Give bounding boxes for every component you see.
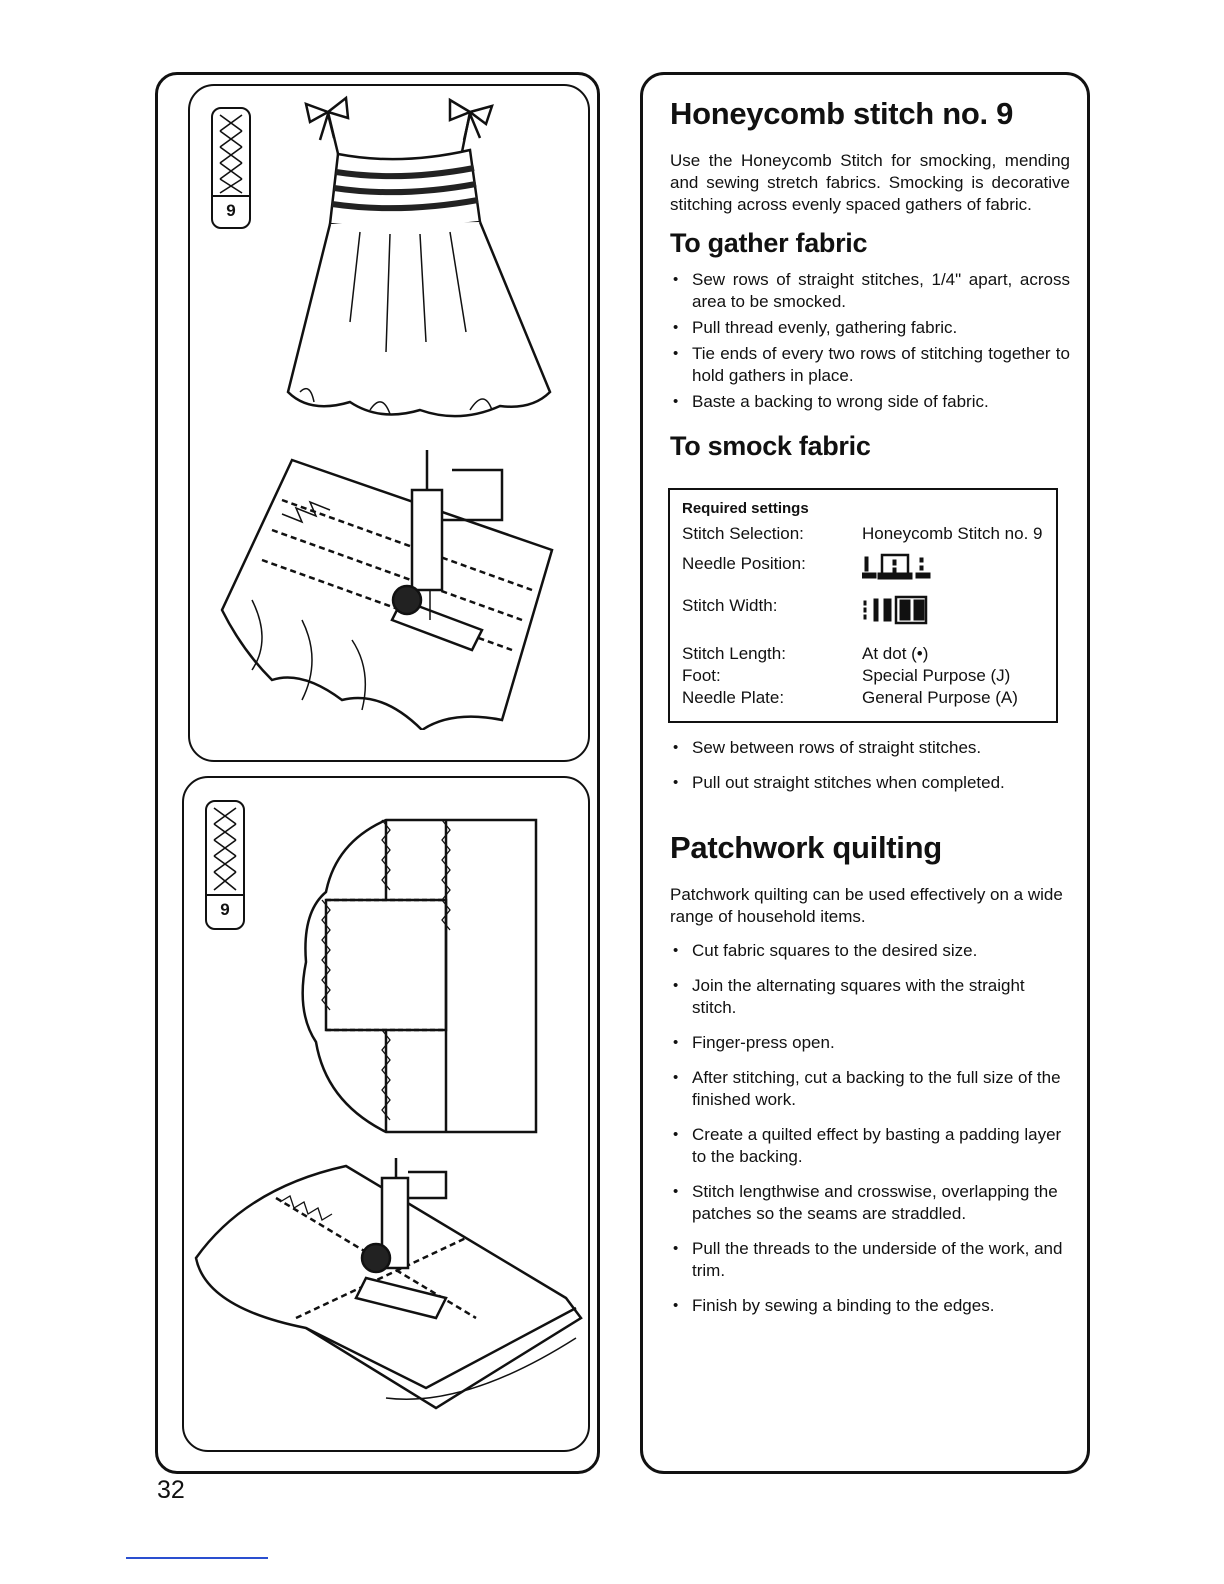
instructions-content	[670, 96, 1070, 1330]
list-item: • Sew between rows of straight stitches.	[670, 737, 1070, 759]
list-item: • Join the alternating squares with the straight stitch.	[670, 975, 1070, 1019]
smocking-under-needle-illustration	[212, 450, 572, 730]
patchwork-steps-list	[670, 940, 1070, 1317]
setting-value: Honeycomb Stitch no. 9	[862, 524, 1043, 543]
setting-label: Foot:	[682, 666, 721, 685]
list-item: • Finish by sewing a binding to the edges.	[670, 1295, 1070, 1317]
stitch-length-row	[682, 643, 1046, 665]
list-item: • Pull the threads to the underside of the work, and trim.	[670, 1238, 1070, 1282]
stitch-selection-row	[682, 523, 1046, 545]
setting-label: Needle Plate:	[682, 688, 785, 707]
stitch-number: 9	[220, 900, 230, 919]
needle-position-icon	[862, 553, 934, 581]
quilting-under-needle-illustration	[186, 1158, 584, 1428]
stitch-number-badge-bottom	[205, 800, 245, 930]
honeycomb-stitch-icon	[216, 113, 246, 195]
footer-rule	[126, 1557, 268, 1559]
setting-label: Stitch Length:	[682, 644, 786, 663]
setting-label: Stitch Width:	[682, 596, 778, 615]
list-item: • Pull thread evenly, gathering fabric.	[670, 317, 1070, 339]
list-item: • Tie ends of every two rows of stitching together to hold gathers in place.	[670, 343, 1070, 387]
patchwork-title: Patchwork quilting	[670, 830, 942, 865]
smocked-dress-illustration	[270, 92, 560, 432]
list-item: • After stitching, cut a backing to the full size of the finished work.	[670, 1067, 1070, 1111]
list-item: • Baste a backing to wrong side of fabric.	[670, 391, 1070, 413]
list-item: • Pull out straight stitches when completed.	[670, 772, 1070, 794]
smock-fabric-heading: To smock fabric	[670, 431, 871, 461]
list-item: • Cut fabric squares to the desired size.	[670, 940, 1070, 962]
stitch-width-icon	[862, 595, 962, 625]
page-number: 32	[157, 1476, 185, 1504]
stitch-number-badge-top	[211, 107, 251, 229]
required-settings-box	[668, 488, 1058, 723]
stitch-width-row	[682, 595, 1046, 631]
required-settings-title: Required settings	[682, 500, 809, 517]
honeycomb-stitch-icon	[210, 806, 240, 894]
stitch-number: 9	[226, 201, 236, 220]
list-item: • Create a quilted effect by basting a padding layer to the backing.	[670, 1124, 1070, 1168]
gather-steps-list	[670, 269, 1070, 413]
setting-value: At dot (•)	[862, 644, 929, 663]
smock-steps-list	[670, 737, 1070, 794]
setting-value: Special Purpose (J)	[862, 666, 1011, 685]
list-item: • Sew rows of straight stitches, 1/4" apart, across area to be smocked.	[670, 269, 1070, 313]
setting-label: Stitch Selection:	[682, 524, 804, 543]
setting-value: General Purpose (A)	[862, 688, 1018, 707]
honeycomb-intro: Use the Honeycomb Stitch for smocking, mending and sewing stretch fabrics. Smocking is decorative stitching across evenly spaced gathers of fabric.	[670, 151, 1070, 214]
honeycomb-title: Honeycomb stitch no. 9	[670, 96, 1014, 131]
list-item: • Stitch lengthwise and crosswise, overlapping the patches so the seams are straddled.	[670, 1181, 1070, 1225]
needle-position-row	[682, 553, 1046, 587]
gather-fabric-heading: To gather fabric	[670, 228, 868, 258]
patchwork-squares-illustration	[296, 812, 540, 1142]
patchwork-intro: Patchwork quilting can be used effectively on a wide range of household items.	[670, 885, 1063, 926]
foot-row	[682, 665, 1046, 687]
list-item: • Finger-press open.	[670, 1032, 1070, 1054]
needle-plate-row	[682, 687, 1046, 709]
setting-label: Needle Position:	[682, 554, 806, 573]
